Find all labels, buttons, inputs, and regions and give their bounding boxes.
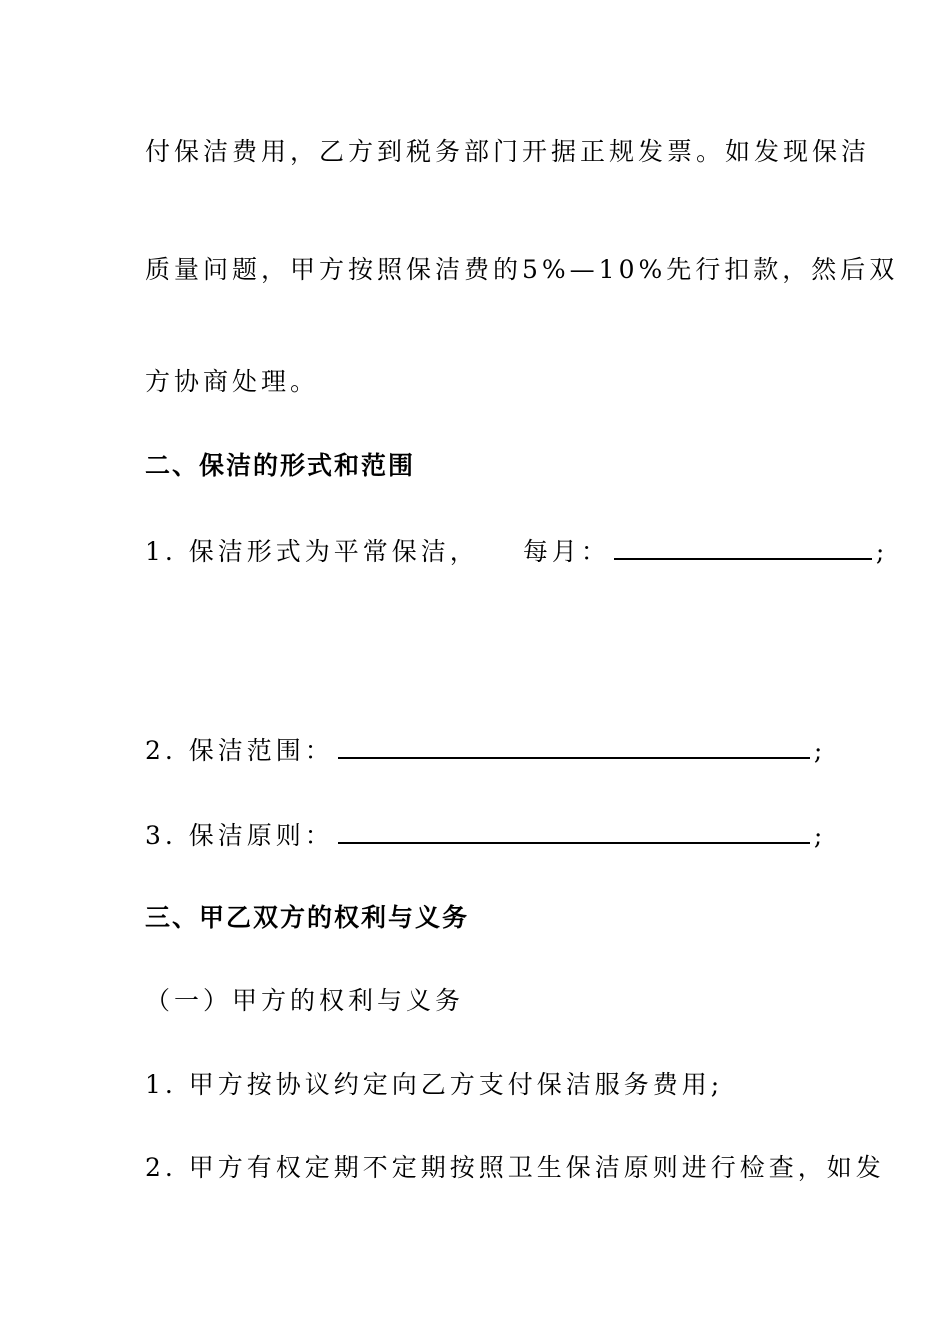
paragraph-line: 质量问题，甲方按照保洁费的5%—10%先行扣款，然后双 <box>145 255 899 284</box>
item-label: 3. 保洁原则： <box>145 821 334 850</box>
paragraph-line: 付保洁费用，乙方到税务部门开据正规发票。如发现保洁 <box>145 137 871 166</box>
item-end: ; <box>875 537 889 566</box>
item-sub-label: 每月： <box>522 537 610 566</box>
paragraph-line: 方协商处理。 <box>145 367 320 396</box>
section-heading: 三、甲乙双方的权利与义务 <box>145 903 470 932</box>
fill-in-blank[interactable] <box>338 733 810 759</box>
section-heading: 二、保洁的形式和范围 <box>145 451 416 480</box>
list-item: 1. 甲方按协议约定向乙方支付保洁服务费用; <box>145 1070 724 1099</box>
item-end: ; <box>813 821 827 850</box>
fill-in-blank[interactable] <box>614 534 872 560</box>
sub-heading: （一）甲方的权利与义务 <box>145 986 465 1015</box>
item-label: 1. 保洁形式为平常保洁， <box>145 537 479 566</box>
form-item-cleaning-scope <box>145 733 826 767</box>
item-label: 2. 保洁范围： <box>145 736 334 765</box>
list-item: 2. 甲方有权定期不定期按照卫生保洁原则进行检查，如发 <box>145 1153 885 1182</box>
fill-in-blank[interactable] <box>338 818 810 844</box>
item-end: ; <box>813 736 827 765</box>
form-item-cleaning-principle <box>145 818 826 852</box>
form-item-cleaning-type <box>145 534 888 568</box>
